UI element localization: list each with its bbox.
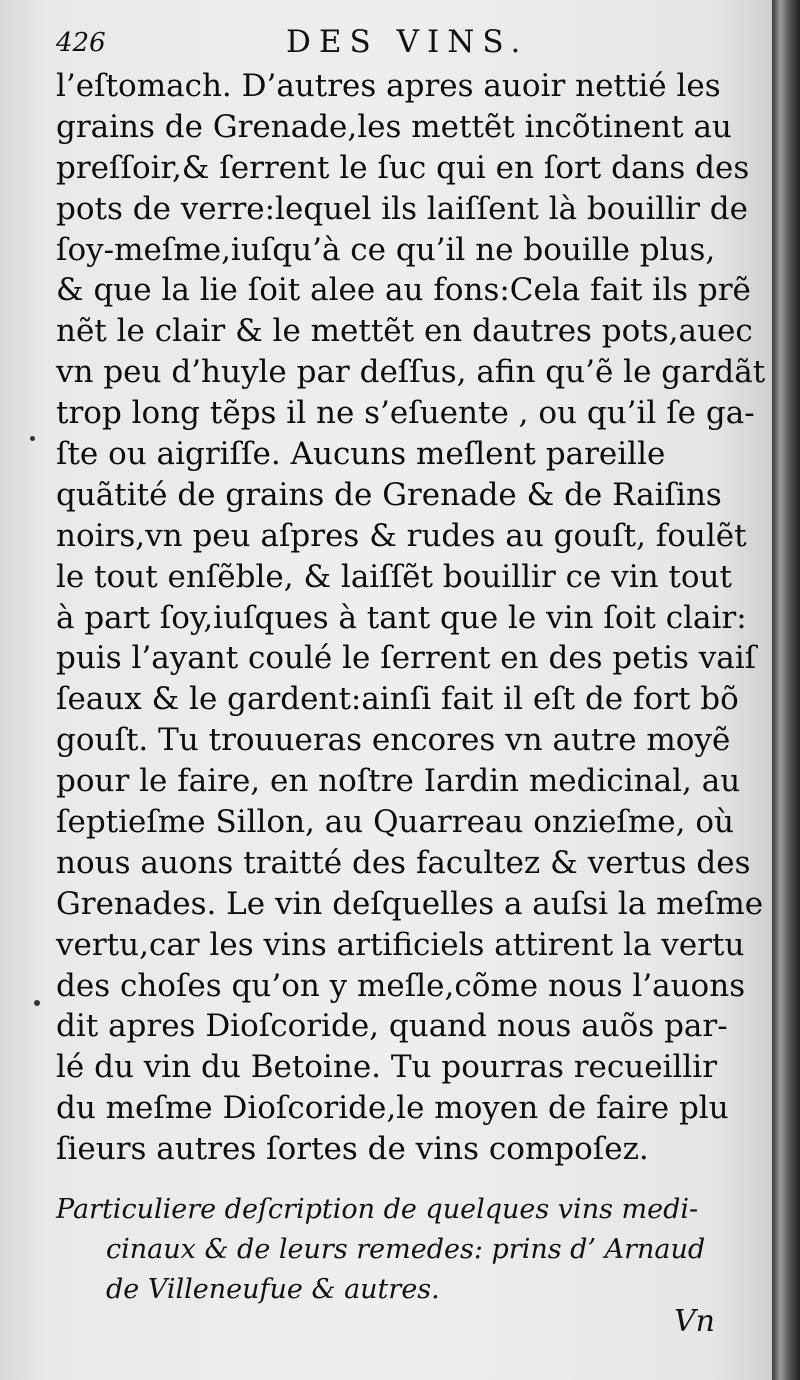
text-line: vn peu d’huyle par deſſus, afin qu’ẽ le gardãt: [56, 354, 766, 391]
subheading-line: Particuliere deſcription de quelques vins medi-: [56, 1194, 699, 1225]
text-line: nous auons traitté des facultez & vertus des: [56, 844, 751, 881]
text-line: lé du vin du Betoine. Tu pourras recueillir: [56, 1049, 718, 1086]
catchword: Vn: [674, 1304, 715, 1339]
subheading-line: de Villeneufue & autres.: [106, 1274, 440, 1305]
page-header: [56, 22, 716, 66]
page-number: 426: [56, 28, 106, 58]
body-text: [56, 66, 766, 1170]
text-line: Grenades. Le vin deſquelles a auſsi la meſme: [56, 885, 764, 922]
text-line: ſeptieſme Sillon, au Quarreau onzieſme, où: [56, 804, 734, 841]
text-line: noirs,vn peu aſpres & rudes au gouſt, foulẽt: [56, 517, 747, 554]
text-line: à part ſoy,iuſques à tant que le vin ſoit clair:: [56, 599, 747, 636]
text-line: preſſoir,& ſerrent le ſuc qui en ſort dans des: [56, 149, 750, 186]
text-line: vertu,car les vins artificiels attirent la vertu: [56, 926, 745, 963]
text-line: du meſme Dioſcoride,le moyen de faire plu: [56, 1090, 729, 1127]
text-line: pots de verre:lequel ils laiſſent là bouillir de: [56, 190, 748, 227]
running-head: DES VINS.: [286, 24, 529, 60]
page-edge: [772, 0, 800, 1380]
text-line: grains de Grenade,les mettẽt incõtinent au: [56, 108, 732, 145]
text-line: & que la lie ſoit alee au fons:Cela fait ils prẽ: [56, 272, 751, 309]
text-line: quãtité de grains de Grenade & de Raiſins: [56, 476, 722, 513]
text-line: ſeaux & le gardent:ainſi fait il eſt de fort bõ: [56, 681, 739, 718]
text-line: puis l’ayant coulé le ſerrent en des petis vaiſ: [56, 640, 757, 677]
text-line: ſoy-meſme,iuſqu’à ce qu’il ne bouille plus,: [56, 231, 716, 268]
text-line: l’eſtomach. D’autres apres auoir nettié les: [56, 68, 721, 104]
text-line: nẽt le clair & le mettẽt en dautres pots,auec: [56, 313, 753, 350]
text-line: ſte ou aigriſſe. Aucuns meſlent pareille: [56, 436, 666, 473]
section-subheading: [56, 1190, 736, 1310]
text-line: trop long tẽps il ne s’eſuente , ou qu’il ſe ga-: [56, 395, 755, 432]
ink-speck: [30, 436, 35, 441]
text-line: pour le faire, en noſtre Iardin medicinal, au: [56, 763, 741, 800]
text-line: dit apres Dioſcoride, quand nous auõs par-: [56, 1008, 728, 1045]
text-line: ſieurs autres ſortes de vins compoſez.: [56, 1131, 649, 1168]
text-line: des choſes qu’on y meſle,cõme nous l’auons: [56, 967, 746, 1004]
ink-speck: [34, 1000, 40, 1006]
text-line: gouſt. Tu trouueras encores vn autre moyẽ: [56, 722, 731, 759]
subheading-line: cinaux & de leurs remedes: prins d’ Arnaud: [106, 1234, 706, 1265]
text-line: le tout enſẽble, & laiſſẽt bouillir ce vin tout: [56, 558, 732, 595]
